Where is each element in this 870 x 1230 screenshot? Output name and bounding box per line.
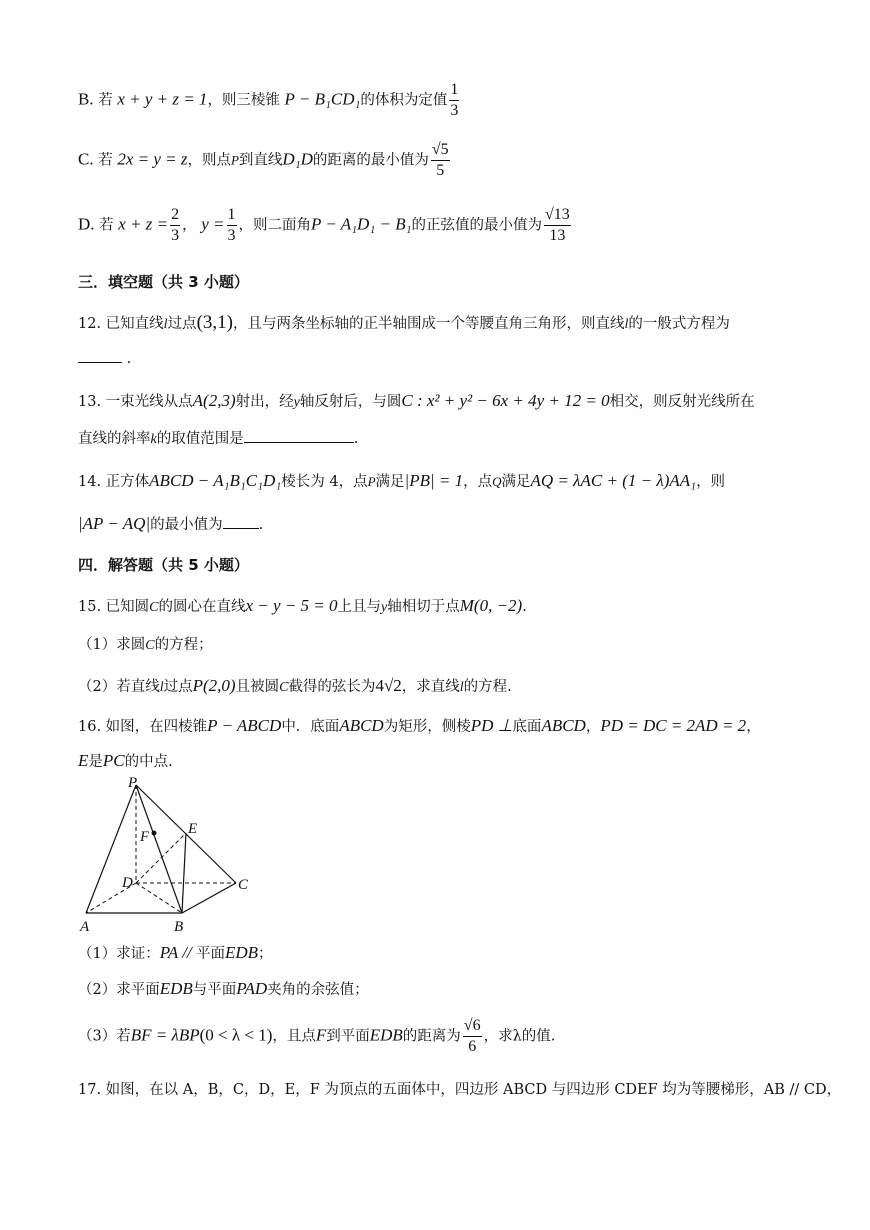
math: C [279, 680, 289, 695]
text: 的一般式方程为 [628, 316, 730, 332]
denominator: 6 [468, 1038, 477, 1055]
text: 过点 [163, 679, 193, 695]
text: ，则点 [187, 152, 231, 169]
text: 为矩形，侧棱 [383, 719, 471, 735]
math: PC [102, 751, 125, 770]
label-E: E [188, 821, 198, 837]
text: 上且与 [337, 599, 382, 615]
text: ，则二面角 [238, 217, 311, 234]
question-12-answer [78, 352, 131, 367]
option-c [78, 142, 452, 179]
text: . [126, 351, 132, 367]
fraction [431, 142, 450, 179]
text: 轴相切于点 [387, 599, 460, 615]
math: AQ = λAC + (1 − λ)AA₁ [530, 471, 697, 490]
option-b [78, 82, 461, 119]
question-15 [78, 597, 527, 615]
math: k [150, 432, 157, 447]
math: l [163, 317, 168, 332]
answer-blank [223, 527, 259, 529]
math: ABCD [339, 716, 384, 735]
math: P [230, 152, 239, 168]
label-C: C [238, 877, 249, 893]
text: 12. 已知直线 [78, 316, 164, 332]
text: 过点 [167, 316, 197, 332]
question-14 [78, 472, 725, 490]
text: ，则 [696, 474, 726, 490]
text: 15. 已知圆 [78, 599, 150, 615]
math: y [381, 600, 388, 615]
text: 14. 正方体 [78, 474, 150, 490]
text: . [258, 517, 264, 533]
label-A: A [80, 919, 90, 935]
math: x + z = [118, 214, 169, 234]
option-label: C. [78, 149, 94, 169]
text: 到直线 [238, 152, 283, 169]
numerator: 1 [449, 82, 459, 101]
fraction [227, 207, 237, 244]
math: EDB [159, 979, 193, 998]
math: x − y − 5 = 0 [245, 596, 338, 615]
denominator: 3 [450, 102, 459, 119]
numerator: √6 [463, 1018, 482, 1037]
text: 的体积为定值 [360, 92, 448, 109]
text: ； [258, 946, 273, 962]
question-15-part1 [78, 638, 213, 653]
numerator: √5 [431, 142, 450, 161]
math: ABCD − A₁B₁C₁D₁ [149, 471, 282, 490]
denominator: 3 [171, 227, 180, 244]
point-F [152, 831, 157, 836]
math: C : x² + y² − 6x + 4y + 12 = 0 [401, 391, 610, 410]
text: 的距离的最小值为 [312, 152, 429, 169]
math: C [145, 638, 155, 653]
label-D: D [122, 875, 133, 891]
numerator: √13 [544, 207, 571, 226]
math: PAD [236, 979, 268, 998]
edge-PB [136, 785, 182, 913]
math: PA // [159, 943, 196, 962]
label-P: P [128, 775, 138, 791]
text: 与平面 [192, 982, 237, 998]
math: l [624, 317, 629, 332]
math: |PB| = 1 [404, 471, 464, 490]
label-B: B [174, 919, 184, 935]
text: 截得的弦长为 [288, 679, 376, 695]
math: P − A₁D₁ − B₁ [311, 214, 412, 234]
text: 的方程； [154, 637, 213, 653]
math: A(2,3) [192, 391, 236, 410]
text: 的取值范围是 [156, 431, 244, 447]
text: ，则三棱锥 [207, 92, 280, 109]
math: M(0, −2) [459, 596, 523, 615]
fraction [449, 82, 459, 119]
question-16 [78, 717, 761, 735]
text: ，点 [463, 474, 493, 490]
text: 的圆心在直线 [158, 599, 246, 615]
text: 的方程. [463, 679, 512, 695]
section-heading-fill-in: 三．填空题（共 3 小题） [78, 273, 249, 291]
math: E [78, 751, 89, 770]
math: y [293, 395, 300, 410]
math: x + y + z = 1 [117, 89, 208, 109]
math: P [367, 474, 376, 489]
text: 相交，则反射光线所在 [609, 394, 755, 410]
math: (3,1) [196, 312, 233, 333]
question-16-line2 [78, 752, 173, 770]
text: 16. 如图，在四棱锥 [78, 719, 208, 735]
math: l [159, 680, 164, 695]
math: (0 < λ < 1) [199, 1025, 273, 1045]
text: （3）若 [78, 1028, 131, 1045]
math: |AP − AQ| [78, 514, 151, 533]
text: 若 [98, 152, 113, 169]
text: . [353, 431, 359, 447]
text: 平面 [195, 946, 225, 962]
text: 中．底面 [281, 719, 340, 735]
question-12 [78, 313, 730, 332]
text: 13. 一束光线从点 [78, 394, 193, 410]
question-16-part1 [78, 944, 273, 962]
math: P − ABCD [207, 716, 282, 735]
text: 若 [98, 92, 113, 109]
pyramid-figure [78, 775, 258, 935]
text: 棱长为 4，点 [281, 474, 368, 490]
text: 轴反射后，与圆 [299, 394, 402, 410]
text: 的最小值为 [150, 517, 223, 533]
question-16-part2 [78, 980, 369, 998]
edge-PA [86, 785, 136, 913]
text: ，求直线 [401, 679, 460, 695]
text: 底面 [512, 719, 542, 735]
text: 的正弦值的最小值为 [411, 217, 542, 234]
text: 直线的斜率 [78, 431, 151, 447]
option-label: D. [78, 214, 95, 234]
math: EDB [224, 943, 258, 962]
text: 夹角的余弦值； [267, 982, 369, 998]
math: ABCD [541, 716, 586, 735]
numerator: 1 [227, 207, 237, 226]
answer-blank [244, 441, 354, 443]
text: 的距离为 [402, 1028, 461, 1045]
text: （2）求平面 [78, 982, 160, 998]
option-d [78, 207, 573, 244]
text: （1）求圆 [78, 637, 146, 653]
math: l [459, 680, 464, 695]
math: y = [201, 214, 225, 234]
math: Q [492, 474, 502, 489]
text: ， [746, 719, 761, 735]
question-17: 17. 如图，在以 A，B，C，D，E，F 为顶点的五面体中，四边形 ABCD 与四边形 CDEF 均为等腰梯形，AB // CD， [78, 1082, 842, 1098]
question-13 [78, 392, 755, 410]
question-14-line2 [78, 515, 263, 533]
math: P(2,0) [192, 676, 236, 695]
numerator: 2 [170, 207, 180, 226]
text: ，且与两条坐标轴的正半轴围成一个等腰直角三角形，则直线 [232, 316, 625, 332]
text: 满足 [375, 474, 405, 490]
question-13-line2 [78, 432, 358, 447]
edge-BC [182, 883, 236, 913]
denominator: 5 [436, 162, 445, 179]
fraction [544, 207, 571, 244]
text: 且被圆 [235, 679, 280, 695]
text: ，且点 [272, 1028, 316, 1045]
text: . [522, 599, 527, 615]
text: （2）若直线 [78, 679, 160, 695]
label-F: F [140, 829, 150, 845]
answer-blank [78, 361, 122, 363]
text: 是 [88, 754, 103, 770]
text: 射出，经 [235, 394, 294, 410]
edge-BE [182, 833, 186, 913]
text: ， [182, 217, 197, 234]
math: PD = DC = 2AD = 2 [600, 716, 747, 735]
math: 2x = y = z [117, 149, 188, 169]
math: EDB [369, 1025, 403, 1045]
fraction [463, 1018, 482, 1055]
math: C [149, 600, 159, 615]
denominator: 13 [549, 227, 566, 244]
denominator: 3 [227, 227, 236, 244]
text: 的中点. [124, 754, 173, 770]
math: F [315, 1025, 327, 1045]
math: D₁D [282, 149, 313, 169]
question-16-part3 [78, 1018, 555, 1055]
option-label: B. [78, 89, 94, 109]
math: 4√2 [375, 676, 402, 695]
text: （1）求证： [78, 946, 160, 962]
question-15-part2 [78, 677, 512, 695]
section-heading-solutions: 四．解答题（共 5 小题） [78, 556, 249, 574]
text: 满足 [501, 474, 531, 490]
math: BF = λBP [130, 1025, 200, 1045]
edge-DB [136, 883, 182, 913]
text: ，求λ的值. [483, 1028, 556, 1045]
math: PD ⊥ [470, 716, 513, 735]
text: 到平面 [326, 1028, 370, 1045]
text: ， [585, 719, 601, 735]
fraction [170, 207, 180, 244]
text: 若 [99, 217, 114, 234]
math: P − B₁CD₁ [284, 89, 361, 109]
